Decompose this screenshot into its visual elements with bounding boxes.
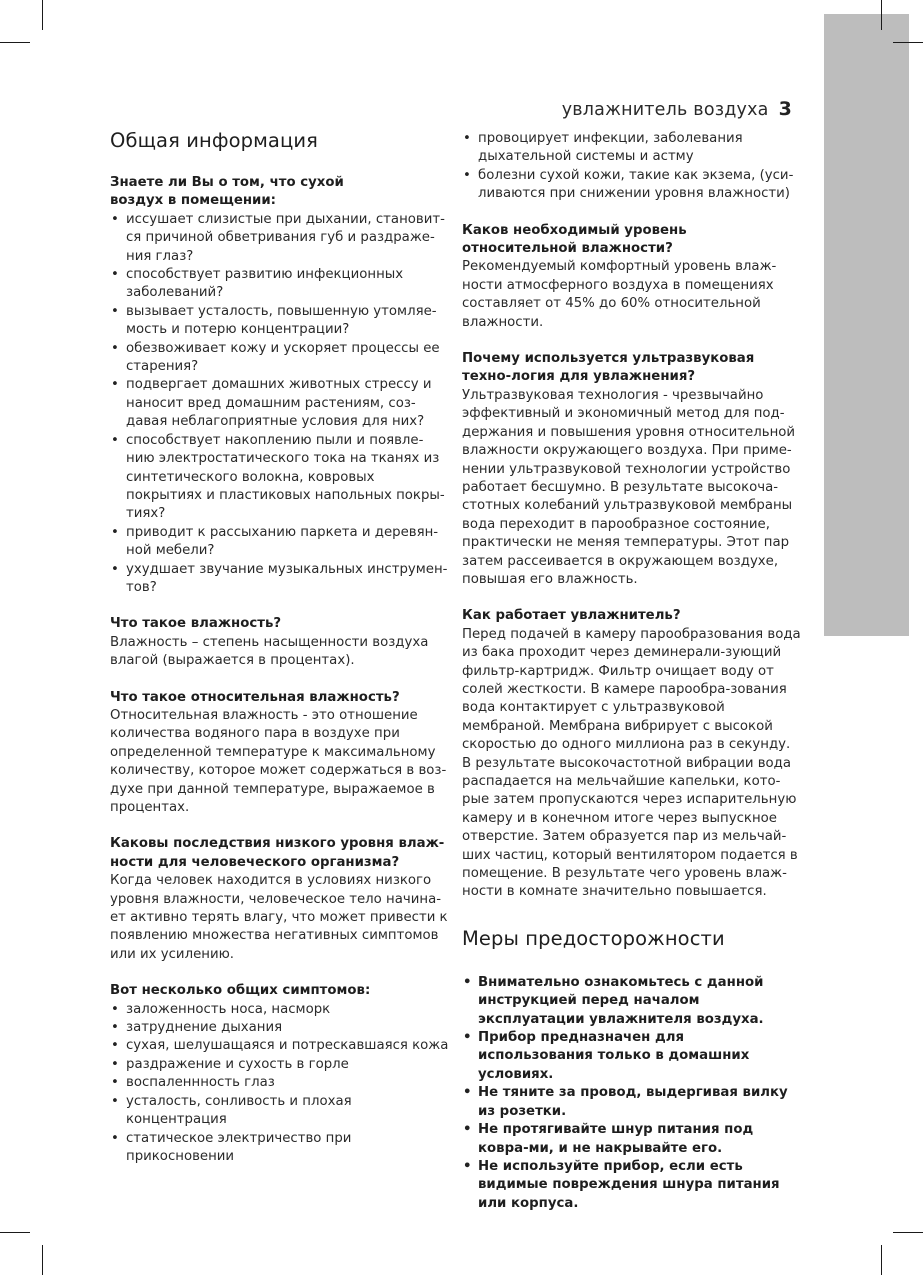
dry-air-list <box>110 211 450 598</box>
list-item: • Внимательно ознакомьтесь с данной инструкцией перед началом эксплуатации увлажнителя воздуха. <box>462 974 802 1029</box>
humidity-text: Влажность – степень насыщенности воздуха влагой (выражается в процентах). <box>110 634 429 669</box>
list-item: • раздражение и сухость в горле <box>110 1056 450 1074</box>
section-title-general-info: Общая информация <box>110 129 318 152</box>
page-number: 3 <box>778 98 792 120</box>
crop-mark-tr-h-overlay <box>893 42 923 43</box>
list-item: • провоцирует инфекции, заболевания дыхательной системы и астму <box>462 130 802 167</box>
list-item: • подвергает домашних животных стрессу и наносит вред домашним растениям, соз-давая неблагоприятные условия для них? <box>110 376 450 431</box>
section-side-band <box>824 14 909 636</box>
symptoms-list-continued <box>462 130 802 204</box>
crop-mark-tr-v-overlay <box>881 0 882 30</box>
list-item: • Прибор предназначен для использования только в домашних условиях. <box>462 1029 802 1084</box>
list-item: • иссушает слизистые при дыхании, становит-ся причиной обветривания губ и раздраже-ния глаз? <box>110 211 450 266</box>
list-item: • затруднение дыхания <box>110 1019 450 1037</box>
consequences-heading: Каковы последствия низкого уровня влаж-ности для человеческого организма? <box>110 836 445 870</box>
right-column <box>462 130 802 1213</box>
relative-humidity-heading: Что такое относительная влажность? <box>110 689 400 705</box>
humidity-heading: Что такое влажность? <box>110 616 282 632</box>
section-title-precautions: Меры предосторожности <box>462 926 725 950</box>
ultrasonic-heading: Почему используется ультразвуковая техно-логия для увлажнения? <box>462 351 755 385</box>
list-item: • способствует накоплению пыли и появле-нию электростатического тока на тканях из синтетического волокна, ковровых покрытиях и пластиковых напольных покры-тиях? <box>110 432 450 524</box>
list-item: • способствует развитию инфекционных заболеваний? <box>110 266 450 303</box>
crop-mark-bl-h <box>0 1232 30 1233</box>
list-item: • сухая, шелушащаяся и потрескавшаяся кожа <box>110 1037 450 1055</box>
required-level-text: Рекомендуемый комфортный уровень влаж-ности атмосферного воздуха в помещениях составляет от 45% до 60% относительной влажности. <box>462 259 777 330</box>
consequences-text: Когда человек находится в условиях низкого уровня влажности, человеческое тело начина-ет активно терять влагу, что может привести к появлению множества негативных симптомов или их усилению. <box>110 873 448 962</box>
list-item: • обезвоживает кожу и ускоряет процессы ее старения? <box>110 340 450 377</box>
list-item: • Не тяните за провод, выдергивая вилку из розетки. <box>462 1084 802 1121</box>
list-item: • заложенность носа, насморк <box>110 1001 450 1019</box>
required-level-heading: Каков необходимый уровень относительной влажности? <box>462 222 687 257</box>
list-item: • приводит к рассыханию паркета и деревян-ной мебели? <box>110 524 450 561</box>
how-it-works-text: Перед подачей в камеру парообразования вода из бака проходит через деминерали-зующий фильтр-картридж. Фильтр очищает воду от солей жесткости. В камере парообра-зования вода контактирует с ультразвуковой мембраной. Мембрана вибрирует с высокой скоростью до одного миллиона раз в секунду. В результате высокочастотной вибрации вода распадается на мельчайшие капельки, кото-рые затем пропускаются через испарительную камеру и в конечном итоге через выпускное отверстие. Затем образуется пар из мельчай-ших частиц, который вентилятором подается в помещение. В результате чего уровень влаж-ности в комнате значительно повышается. <box>462 626 801 900</box>
crop-mark-br-h <box>893 1232 923 1233</box>
list-item: • болезни сухой кожи, такие как экзема, (уси-ливаются при снижении уровня влажности) <box>462 167 802 204</box>
symptoms-heading: Вот несколько общих симптомов: <box>110 983 371 999</box>
dry-air-heading: Знаете ли Вы о том, что сухой воздух в помещении: <box>110 175 344 209</box>
crop-mark-bl-v <box>42 1245 43 1275</box>
list-item: • ухудшает звучание музыкальных инструмен-тов? <box>110 561 450 598</box>
running-head <box>562 98 792 120</box>
crop-mark-br-v <box>881 1245 882 1275</box>
list-item: • усталость, сонливость и плохая концентрация <box>110 1093 356 1130</box>
crop-mark-tl-h <box>0 42 30 43</box>
left-column <box>110 128 450 1166</box>
precautions-list <box>462 974 802 1213</box>
how-it-works-heading: Как работает увлажнитель? <box>462 608 681 624</box>
ultrasonic-text: Ультразвуковая технология - чрезвычайно эффективный и экономичный метод для под-держания и повышения уровня относительной влажности окружающего воздуха. При приме-нении ультразвуковой технологии устройство работает бесшумно. В результате высокоча-стотных колебаний ультразвуковой мембраны вода переходит в парообразное состояние, практически не меняя температуры. Этот пар затем рассеивается в окружающем воздухе, повышая его влажность. <box>462 387 796 587</box>
crop-mark-tl-v <box>42 0 43 30</box>
list-item: • вызывает усталость, повышенную утомляе-мость и потерю концентрации? <box>110 303 450 340</box>
list-item: • статическое электричество при прикосновении <box>110 1130 356 1167</box>
running-head-title: увлажнитель воздуха <box>561 100 769 120</box>
list-item: • воспаленнность глаз <box>110 1074 450 1092</box>
symptoms-list <box>110 1001 450 1167</box>
relative-humidity-text: Относительная влажность - это отношение количества водяного пара в воздухе при определенной температуре к максимальному количеству, которое может содержаться в воз-духе при данной температуре, выражаемое в процентах. <box>110 707 447 815</box>
list-item: • Не протягивайте шнур питания под ковра-ми, и не накрывайте его. <box>462 1121 802 1158</box>
list-item: • Не используйте прибор, если есть видимые повреждения шнура питания или корпуса. <box>462 1158 802 1213</box>
